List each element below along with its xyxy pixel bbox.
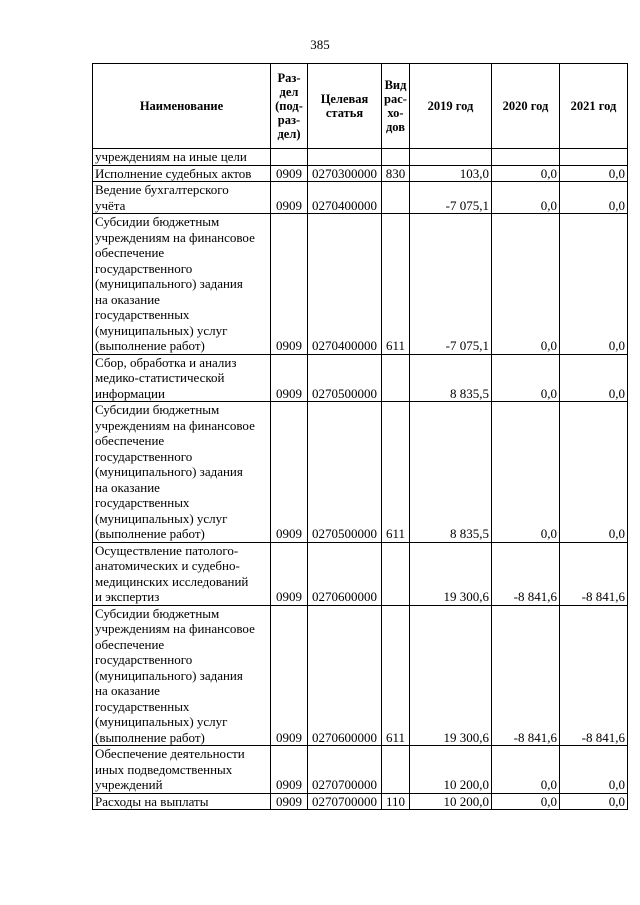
table-row — [93, 354, 628, 402]
cell-2019: 8 835,5 — [410, 402, 492, 543]
cell-name: учреждениям на иные цели — [93, 149, 271, 166]
cell-name: Сбор, обработка и анализ медико-статистической информации — [93, 354, 271, 402]
cell-2019: 19 300,6 — [410, 542, 492, 605]
cell-2021: 0,0 — [560, 402, 628, 543]
cell-target: 0270400000 — [308, 214, 382, 355]
cell-2020: 0,0 — [492, 165, 560, 182]
cell-expense-type: 611 — [382, 402, 410, 543]
cell-section: 0909 — [271, 165, 308, 182]
cell-section: 0909 — [271, 746, 308, 794]
cell-section: 0909 — [271, 402, 308, 543]
header-expense-type: Вид рас- хо- дов — [382, 64, 410, 149]
cell-target: 0270300000 — [308, 165, 382, 182]
cell-expense-type — [382, 746, 410, 794]
cell-target: 0270600000 — [308, 542, 382, 605]
cell-2019: -7 075,1 — [410, 214, 492, 355]
cell-2019: 103,0 — [410, 165, 492, 182]
table-header-row — [93, 64, 628, 149]
header-name: Наименование — [93, 64, 271, 149]
cell-target: 0270500000 — [308, 354, 382, 402]
cell-2020: 0,0 — [492, 793, 560, 810]
cell-target: 0270600000 — [308, 605, 382, 746]
cell-2021: 0,0 — [560, 165, 628, 182]
cell-2021: 0,0 — [560, 354, 628, 402]
table-row — [93, 214, 628, 355]
table-row — [93, 793, 628, 810]
cell-section: 0909 — [271, 542, 308, 605]
cell-target — [308, 149, 382, 166]
cell-section: 0909 — [271, 354, 308, 402]
cell-2020: 0,0 — [492, 182, 560, 214]
cell-2021: 0,0 — [560, 793, 628, 810]
cell-2020: -8 841,6 — [492, 542, 560, 605]
header-2020: 2020 год — [492, 64, 560, 149]
cell-name: Субсидии бюджетным учреждениям на финансовое обеспечение государственного (муниципального) задания на оказание государственных (муниципальных) услуг (выполнение работ) — [93, 402, 271, 543]
header-section: Раз- дел (под- раз- дел) — [271, 64, 308, 149]
cell-2020: -8 841,6 — [492, 605, 560, 746]
cell-target: 0270700000 — [308, 746, 382, 794]
page-number: 385 — [310, 37, 330, 52]
cell-name: Осуществление патолого- анатомических и судебно- медицинских исследований и экспертиз — [93, 542, 271, 605]
cell-name: Обеспечение деятельности иных подведомственных учреждений — [93, 746, 271, 794]
cell-target: 0270700000 — [308, 793, 382, 810]
cell-2019: 8 835,5 — [410, 354, 492, 402]
cell-2019: 10 200,0 — [410, 746, 492, 794]
cell-section: 0909 — [271, 214, 308, 355]
table-row — [93, 165, 628, 182]
table-row — [93, 402, 628, 543]
cell-expense-type — [382, 542, 410, 605]
cell-section: 0909 — [271, 182, 308, 214]
cell-2021: 0,0 — [560, 214, 628, 355]
cell-expense-type: 611 — [382, 214, 410, 355]
cell-2019: 10 200,0 — [410, 793, 492, 810]
cell-section: 0909 — [271, 605, 308, 746]
header-target: Целевая статья — [308, 64, 382, 149]
cell-name: Ведение бухгалтерского учёта — [93, 182, 271, 214]
cell-2019 — [410, 149, 492, 166]
cell-expense-type — [382, 354, 410, 402]
cell-expense-type — [382, 149, 410, 166]
cell-2019: -7 075,1 — [410, 182, 492, 214]
cell-name: Субсидии бюджетным учреждениям на финансовое обеспечение государственного (муниципального) задания на оказание государственных (муниципальных) услуг (выполнение работ) — [93, 214, 271, 355]
cell-target: 0270500000 — [308, 402, 382, 543]
header-2021: 2021 год — [560, 64, 628, 149]
cell-2021: 0,0 — [560, 746, 628, 794]
cell-expense-type — [382, 182, 410, 214]
cell-expense-type: 110 — [382, 793, 410, 810]
cell-expense-type: 611 — [382, 605, 410, 746]
table-row — [93, 149, 628, 166]
cell-expense-type: 830 — [382, 165, 410, 182]
cell-2021 — [560, 149, 628, 166]
cell-2021: 0,0 — [560, 182, 628, 214]
cell-target: 0270400000 — [308, 182, 382, 214]
cell-2020: 0,0 — [492, 214, 560, 355]
cell-name: Субсидии бюджетным учреждениям на финансовое обеспечение государственного (муниципального) задания на оказание государственных (муниципальных) услуг (выполнение работ) — [93, 605, 271, 746]
table-row — [93, 746, 628, 794]
budget-table — [92, 63, 628, 810]
cell-section — [271, 149, 308, 166]
cell-2020 — [492, 149, 560, 166]
cell-2021: -8 841,6 — [560, 542, 628, 605]
cell-2019: 19 300,6 — [410, 605, 492, 746]
table-row — [93, 182, 628, 214]
table-row — [93, 542, 628, 605]
table-row — [93, 605, 628, 746]
cell-name: Расходы на выплаты — [93, 793, 271, 810]
cell-2020: 0,0 — [492, 746, 560, 794]
cell-2020: 0,0 — [492, 402, 560, 543]
cell-2021: -8 841,6 — [560, 605, 628, 746]
cell-name: Исполнение судебных актов — [93, 165, 271, 182]
cell-2020: 0,0 — [492, 354, 560, 402]
table-body — [93, 149, 628, 810]
cell-section: 0909 — [271, 793, 308, 810]
header-2019: 2019 год — [410, 64, 492, 149]
